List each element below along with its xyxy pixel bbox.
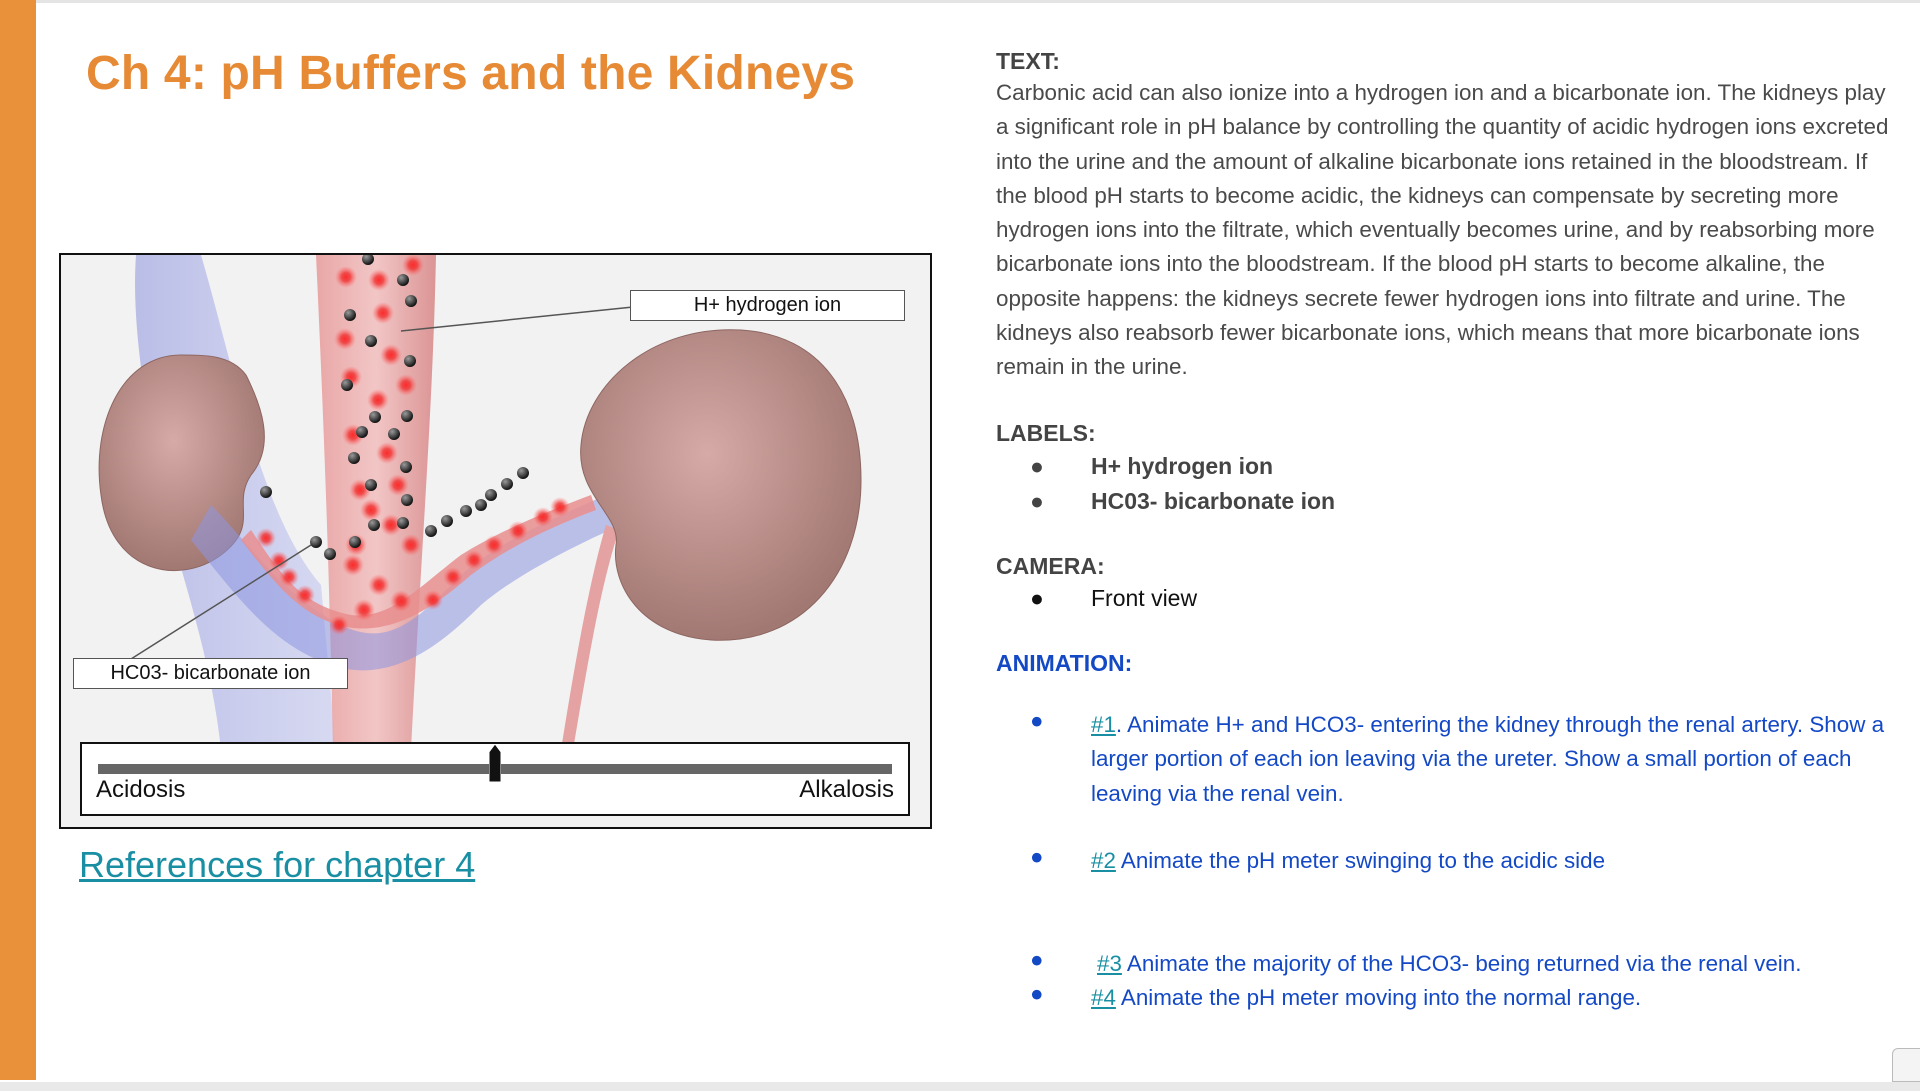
bottom-rule — [0, 1082, 1920, 1091]
bicarbonate-ion-label: HC03- bicarbonate ion — [73, 658, 348, 689]
animation-link-3[interactable]: #3 — [1097, 951, 1122, 976]
bullet-icon: ● — [1030, 981, 1044, 1006]
hydrogen-ion-label: H+ hydrogen ion — [630, 290, 905, 321]
bullet-icon: ● — [1030, 585, 1044, 611]
bullet-icon: ● — [1030, 708, 1044, 733]
animation-heading: ANIMATION: — [996, 650, 1133, 676]
labels-heading: LABELS: — [996, 420, 1096, 446]
ph-meter-needle — [489, 744, 501, 782]
text-body: Carbonic acid can also ionize into a hydrogen ion and a bicarbonate ion. The kidneys play a significant role in pH balance by controlling the quantity of acidic hydrogen ions excreted into the urine and the amount of alkaline bicarbonate ions retained in the bloodstream. If the blood pH starts to become acidic, the kidneys can compensate by secreting more hydrogen ions into the filtrate, which eventually becomes urine, and by reabsorbing more bicarbonate ions into the bloodstream. If the blood pH starts to become alkaline, the opposite happens: the kidneys secrete fewer hydrogen ions into filtrate and urine. The kidneys also reabsorb fewer bicarbonate ions, which means that more bicarbonate ions remain in the urine. — [996, 80, 1889, 380]
camera-heading: CAMERA: — [996, 553, 1105, 579]
text-heading: TEXT: — [996, 48, 1060, 74]
bullet-icon: ● — [1030, 453, 1044, 479]
kidney-illustration — [59, 253, 932, 829]
bullet-icon: ● — [1030, 488, 1044, 514]
references-link[interactable]: References for chapter 4 — [79, 844, 476, 885]
scroll-handle[interactable] — [1892, 1048, 1920, 1082]
top-rule — [0, 0, 1920, 3]
animation-link-4[interactable]: #4 — [1091, 985, 1116, 1010]
slide-accent-bar — [0, 0, 36, 1080]
animation-link-1[interactable]: #1 — [1091, 712, 1116, 737]
bullet-icon: ● — [1030, 947, 1044, 972]
animation-link-2[interactable]: #2 — [1091, 848, 1116, 873]
alkalosis-label: Alkalosis — [799, 776, 894, 803]
ph-meter — [80, 742, 910, 816]
bullet-icon: ● — [1030, 844, 1044, 869]
slide-title: Ch 4: pH Buffers and the Kidneys — [86, 47, 856, 100]
acidosis-label: Acidosis — [96, 776, 186, 803]
